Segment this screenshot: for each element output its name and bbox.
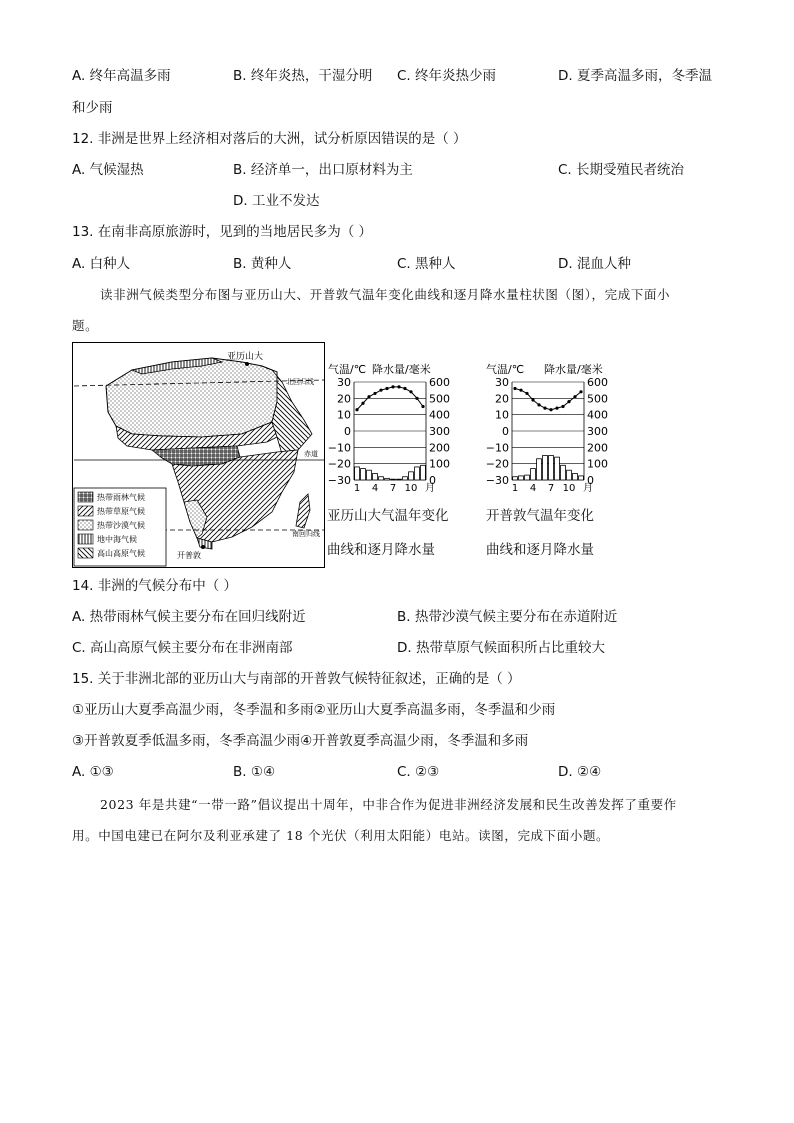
temperature-point — [555, 407, 558, 410]
africa-climate-svg — [72, 342, 617, 568]
month-unit-label: 月 — [425, 483, 435, 494]
caption-alexandria-line2: 曲线和逐月降水量 — [327, 542, 435, 558]
precip-bar — [385, 478, 390, 480]
temp-tick-label: 10 — [337, 408, 351, 422]
temperature-point — [525, 392, 528, 395]
label-south-tropic: 南回归线 — [292, 530, 320, 538]
q13-option-d: D. 混血人种 — [558, 256, 631, 272]
legend-swatch-rainforest — [78, 492, 93, 502]
precip-bar — [537, 459, 542, 480]
precip-bar — [403, 477, 408, 480]
q15-option-d: D. ②④ — [558, 764, 602, 780]
legend-swatch-mediterranean — [78, 534, 93, 544]
precip-tick-label: 100 — [587, 457, 608, 471]
precip-tick-label: 0 — [429, 474, 436, 487]
passage2-line1: 2023 年是共建“一带一路”倡议提出十周年，中非合作为促进非洲经济发展和民生改善发挥了重要作 — [100, 797, 677, 812]
temperature-point — [579, 390, 582, 393]
q14-option-d: D. 热带草原气候面积所占比重较大 — [397, 640, 605, 656]
precip-tick-label: 100 — [429, 457, 450, 471]
precip-tick-label: 600 — [587, 376, 608, 389]
month-tick-label: 1 — [353, 483, 361, 494]
temp-tick-label: −20 — [327, 457, 351, 471]
chart-capetown — [486, 362, 608, 494]
precip-bar — [513, 477, 518, 480]
legend-label-desert: 热带沙漠气候 — [97, 521, 145, 530]
alexandria-marker — [245, 362, 249, 366]
chart-capetown-precip-label: 降水量/毫米 — [544, 363, 603, 376]
precip-bar — [573, 473, 578, 480]
q14-stem: 14. 非洲的气候分布中（ ） — [72, 578, 238, 594]
precip-tick-label: 400 — [587, 408, 608, 422]
month-tick-label: 10 — [404, 483, 418, 494]
precip-bar — [531, 469, 536, 480]
label-north-tropic: 北回归线 — [286, 378, 314, 386]
q11-option-a: A. 终年高温多雨 — [72, 68, 171, 84]
precip-tick-label: 300 — [429, 425, 450, 438]
passage2-line2: 用。中国电建已在阿尔及利亚承建了 18 个光伏（利用太阳能）电站。读图，完成下面小题。 — [72, 828, 610, 843]
caption-capetown-line2: 曲线和逐月降水量 — [486, 542, 594, 558]
month-tick-label: 1 — [511, 483, 519, 494]
precip-tick-label: 600 — [429, 376, 450, 389]
temperature-curve — [515, 389, 581, 410]
q12-stem: 12. 非洲是世界上经济相对落后的大洲，试分析原因错误的是（ ） — [72, 131, 467, 147]
q11-option-d-continuation: 和少雨 — [72, 100, 113, 116]
month-tick-label: 7 — [547, 483, 555, 494]
temp-tick-label: 20 — [495, 392, 509, 406]
q12-option-d: D. 工业不发达 — [233, 193, 320, 209]
precip-bar — [519, 476, 524, 480]
month-tick-label: 7 — [389, 483, 397, 494]
precip-tick-label: 300 — [587, 425, 608, 438]
temperature-point — [385, 387, 388, 390]
q15-stem: 15. 关于非洲北部的亚历山大与南部的开普敦气候特征叙述，正确的是（ ） — [72, 671, 521, 687]
q12-option-a: A. 气候湿热 — [72, 162, 144, 178]
legend-label-mediterranean: 地中海气候 — [97, 535, 137, 544]
month-tick-label: 4 — [371, 483, 379, 494]
precip-bar — [379, 477, 384, 480]
precip-tick-label: 500 — [587, 392, 608, 406]
temperature-point — [379, 389, 382, 392]
temperature-point — [409, 390, 412, 393]
temperature-point — [561, 405, 564, 408]
precip-bar — [373, 473, 378, 480]
precip-tick-label: 200 — [429, 441, 450, 455]
africa-climate-figure — [72, 342, 617, 568]
legend-swatch-savanna — [78, 506, 93, 516]
precip-bar — [543, 456, 548, 481]
precip-bar — [567, 470, 572, 480]
precip-bar — [421, 465, 426, 480]
temperature-point — [573, 395, 576, 398]
month-tick-label: 10 — [562, 483, 576, 494]
q15-option-a: A. ①③ — [72, 764, 114, 780]
q15-statement-line1: ①亚历山大夏季高温少雨，冬季温和多雨②亚历山大夏季高温多雨，冬季温和少雨 — [72, 702, 556, 718]
q13-option-b: B. 黄种人 — [233, 256, 292, 272]
temperature-point — [361, 402, 364, 405]
temperature-point — [513, 387, 516, 390]
precip-bar — [409, 472, 414, 480]
precip-tick-label: 0 — [587, 474, 594, 487]
temperature-point — [543, 407, 546, 410]
q12-option-c: C. 长期受殖民者统治 — [558, 162, 685, 178]
precip-bar — [579, 476, 584, 480]
month-tick-label: 4 — [529, 483, 537, 494]
legend-swatch-highland — [78, 548, 93, 558]
chart-capetown-temp-label: 气温/℃ — [486, 363, 525, 376]
temp-tick-label: 0 — [502, 425, 509, 438]
temp-tick-label: −20 — [485, 457, 509, 471]
precip-bar — [355, 467, 360, 480]
precip-tick-label: 500 — [429, 392, 450, 406]
legend-label-savanna: 热带草原气候 — [97, 507, 145, 516]
temp-tick-label: −10 — [327, 441, 351, 455]
label-alexandria: 亚历山大 — [227, 352, 264, 362]
q14-option-a: A. 热带雨林气候主要分布在回归线附近 — [72, 609, 306, 625]
q14-option-c: C. 高山高原气候主要分布在非洲南部 — [72, 640, 293, 656]
temperature-point — [421, 405, 424, 408]
precip-tick-label: 200 — [587, 441, 608, 455]
temperature-point — [397, 385, 400, 388]
q14-option-b: B. 热带沙漠气候主要分布在赤道附近 — [397, 609, 618, 625]
temperature-point — [519, 389, 522, 392]
temp-tick-label: 30 — [337, 376, 351, 389]
q12-option-b: B. 经济单一，出口原材料为主 — [233, 162, 413, 178]
precip-bar — [561, 465, 566, 480]
precip-tick-label: 400 — [429, 408, 450, 422]
temperature-point — [537, 403, 540, 406]
label-capetown: 开普敦 — [177, 551, 201, 560]
temp-tick-label: −30 — [485, 474, 509, 487]
precip-bar — [415, 467, 420, 480]
temperature-point — [367, 395, 370, 398]
precip-bar — [525, 475, 530, 480]
passage1-line1: 读非洲气候类型分布图与亚历山大、开普敦气温年变化曲线和逐月降水量柱状图（图），完成下面小 — [100, 287, 671, 302]
temperature-point — [549, 408, 552, 411]
temp-tick-label: −30 — [327, 474, 351, 487]
chart-alexandria-precip-label: 降水量/毫米 — [372, 363, 431, 376]
q11-option-c: C. 终年炎热少雨 — [397, 68, 497, 84]
capetown-marker — [201, 545, 205, 549]
legend-label-rainforest: 热带雨林气候 — [97, 493, 145, 502]
temp-tick-label: −10 — [485, 441, 509, 455]
precip-bar — [391, 479, 396, 480]
legend-swatch-desert — [78, 520, 93, 530]
q11-option-d: D. 夏季高温多雨，冬季温 — [558, 68, 712, 84]
precip-bar — [549, 456, 554, 481]
q15-option-c: C. ②③ — [397, 764, 440, 780]
q13-stem: 13. 在南非高原旅游时，见到的当地居民多为（ ） — [72, 224, 373, 240]
temperature-point — [355, 408, 358, 411]
temperature-point — [373, 392, 376, 395]
passage1-line2: 题。 — [72, 318, 99, 333]
temperature-point — [391, 385, 394, 388]
temp-tick-label: 0 — [344, 425, 351, 438]
precip-bar — [555, 457, 560, 480]
map-legend — [74, 488, 166, 566]
chart-alexandria — [328, 362, 450, 494]
q13-option-c: C. 黑种人 — [397, 256, 456, 272]
caption-alexandria-line1: 亚历山大气温年变化 — [327, 508, 449, 524]
precip-bar — [367, 470, 372, 480]
label-equator: 赤道 — [304, 450, 318, 458]
temperature-point — [567, 400, 570, 403]
precip-bar — [361, 469, 366, 480]
temperature-point — [403, 387, 406, 390]
q13-option-a: A. 白种人 — [72, 256, 131, 272]
q11-option-b: B. 终年炎热，干湿分明 — [233, 68, 373, 84]
temperature-point — [531, 398, 534, 401]
temperature-point — [415, 397, 418, 400]
legend-label-highland: 高山高原气候 — [97, 549, 145, 558]
q15-statement-line2: ③开普敦夏季低温多雨，冬季高温少雨④开普敦夏季高温少雨，冬季温和多雨 — [72, 733, 529, 749]
caption-capetown-line1: 开普敦气温年变化 — [486, 508, 594, 524]
temp-tick-label: 10 — [495, 408, 509, 422]
temp-tick-label: 30 — [495, 376, 509, 389]
month-unit-label: 月 — [583, 483, 593, 494]
precip-bar — [397, 479, 402, 480]
chart-alexandria-temp-label: 气温/℃ — [328, 363, 367, 376]
temp-tick-label: 20 — [337, 392, 351, 406]
q15-option-b: B. ①④ — [233, 764, 276, 780]
